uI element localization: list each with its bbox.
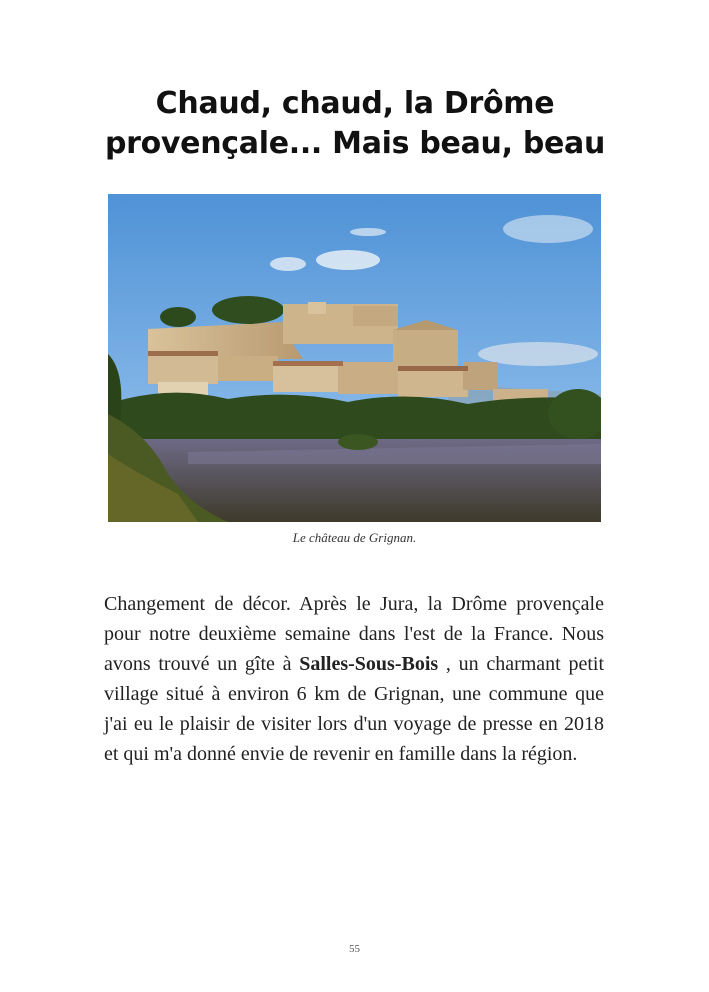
page-title xyxy=(60,84,650,164)
title-line-2: provençale... Mais beau, beau xyxy=(104,126,606,161)
article-paragraph xyxy=(104,589,604,769)
title-line-1: Chaud, chaud, la Drôme xyxy=(155,86,555,121)
paragraph-bold-place: Salles-Sous-Bois xyxy=(299,653,439,675)
chateau-de-grignan-photo xyxy=(108,194,601,522)
paragraph-text-part-2: , un charmant petit village situé à environ 6 km de Grignan, une commune que j'ai eu le plaisir de visiter lors d'un voyage de presse en 2018 et qui m'a donné envie de revenir en famille dans la région. xyxy=(104,653,605,765)
paragraph-text-part-1: Changement de décor. Après le Jura, la Drôme provençale pour notre deuxième semaine dans l'est de la France. Nous avons trouvé un gîte à xyxy=(104,593,604,675)
page-number: 55 xyxy=(349,943,360,955)
photo-caption: Le château de Grignan. xyxy=(292,530,417,545)
